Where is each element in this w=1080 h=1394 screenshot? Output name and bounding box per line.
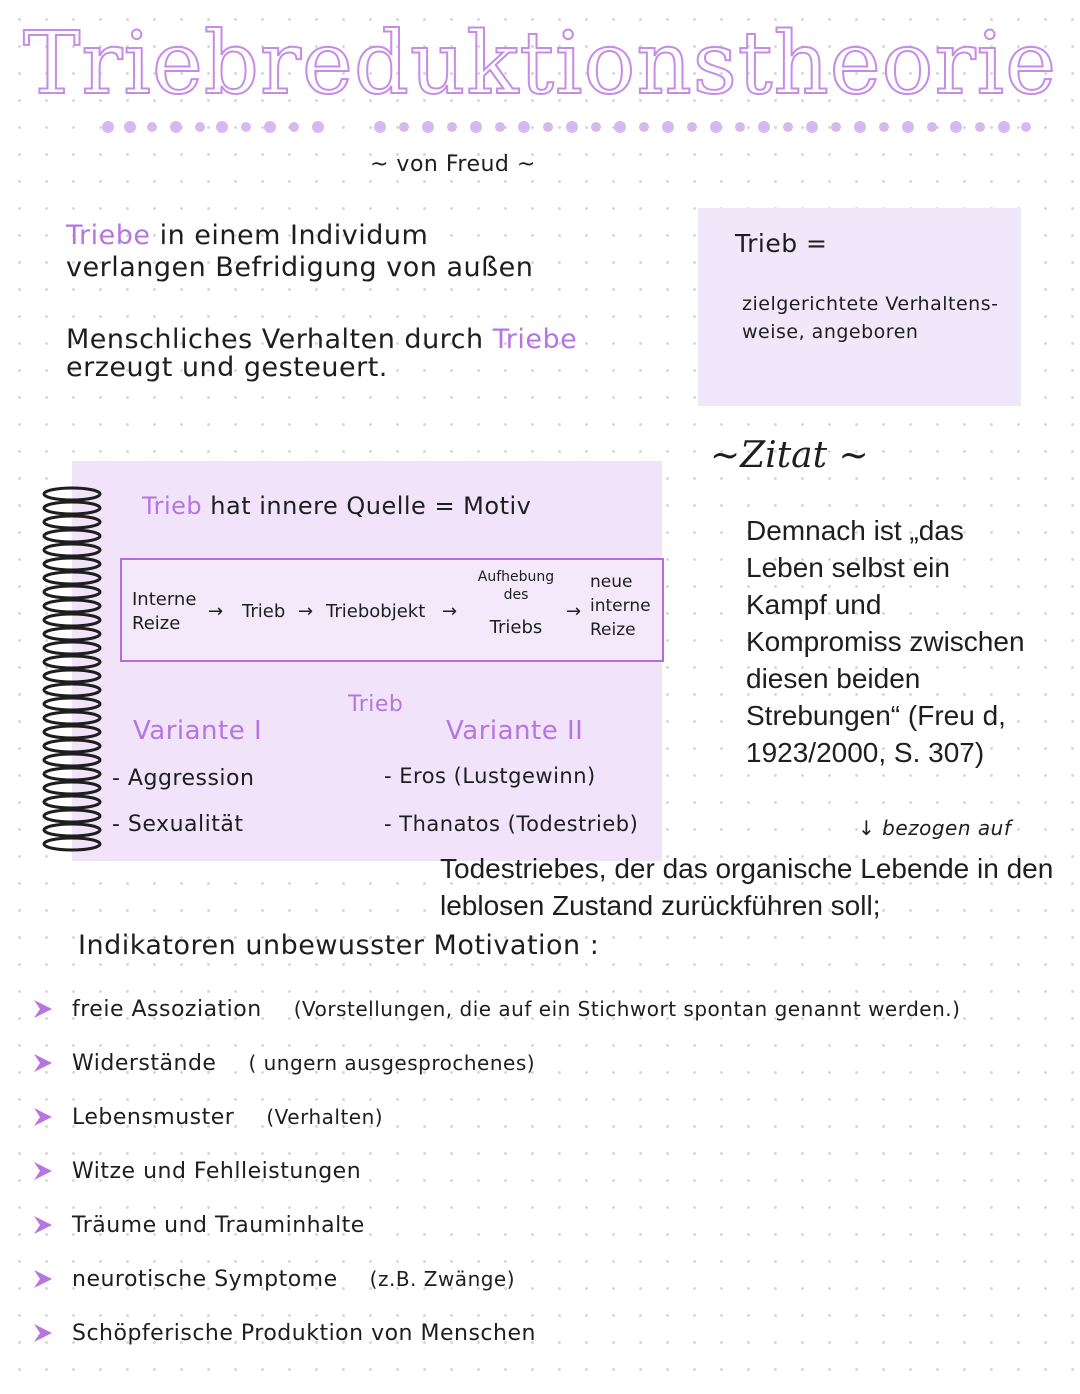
flow-arrow-1: → <box>208 601 224 622</box>
variante-2-title: Variante II <box>446 716 584 746</box>
zitat-continuation: Todestriebes, der das organische Lebende in den leblosen Zustand zurückführen soll; <box>440 853 1054 921</box>
indikator-label: Träume und Trauminhalte <box>72 1212 365 1238</box>
decorative-dots-divider <box>100 117 1040 137</box>
flow-triebobjekt: Triebobjekt <box>326 601 426 622</box>
list-item <box>30 1144 960 1198</box>
zitat-note-text: bezogen auf <box>882 816 1012 840</box>
list-item <box>30 1090 960 1144</box>
flow-neue-interne-reize: neue interne Reize <box>590 572 651 640</box>
list-item <box>30 1198 960 1252</box>
intro-triebe-word-2: Triebe <box>492 324 578 355</box>
flow-interne-reize: Interne Reize <box>132 589 197 634</box>
list-item: - Aggression <box>112 766 255 791</box>
indikator-label: Lebensmuster <box>72 1104 235 1130</box>
arrow-bullet-icon <box>30 1267 64 1291</box>
list-item <box>30 1306 960 1360</box>
indikator-detail: ( ungern ausgesprochenes) <box>248 1051 536 1075</box>
varianten-label: Trieb <box>348 692 404 717</box>
definition-heading: Trieb = <box>735 229 828 258</box>
page-title: Triebreduktionstheorie <box>23 14 1057 114</box>
indikator-detail: (Verhalten) <box>266 1105 384 1129</box>
intro-block-2 <box>66 326 577 382</box>
flow-arrow-4: → <box>566 601 582 622</box>
down-arrow-icon: ↓ <box>858 816 883 840</box>
indikator-label: Widerstände <box>72 1050 217 1076</box>
intro-triebe-word: Triebe <box>66 220 151 251</box>
subtitle: ~ von Freud ~ <box>370 152 536 177</box>
list-item <box>30 982 960 1036</box>
arrow-bullet-icon <box>30 1213 64 1237</box>
list-item: - Thanatos (Todestrieb) <box>384 812 639 836</box>
arrow-bullet-icon <box>30 1051 64 1075</box>
flow-trieb: Trieb <box>242 601 286 622</box>
list-item <box>30 1036 960 1090</box>
spiral-coil-icon <box>40 486 104 856</box>
indikator-detail: (Vorstellungen, die auf ein Stichwort spontan genannt werden.) <box>293 997 961 1021</box>
intro-line1-rest: in einem Individum <box>150 220 429 251</box>
indikator-label: Schöpferische Produktion von Menschen <box>72 1320 536 1346</box>
list-item <box>30 1252 960 1306</box>
definition-text: zielgerichtete Verhaltens-weise, angeboren <box>742 293 999 343</box>
list-item: - Sexualität <box>112 812 244 837</box>
indikator-label: Witze und Fehlleistungen <box>72 1158 362 1184</box>
zitat-heading: ~Zitat ~ <box>710 435 869 476</box>
flow-arrow-3: → <box>442 601 458 622</box>
flow-aufhebung-bottom: Triebs <box>489 617 543 638</box>
arrow-bullet-icon <box>30 1105 64 1129</box>
indikatoren-list <box>30 982 960 1360</box>
indikator-label: neurotische Symptome <box>72 1266 338 1292</box>
zitat-note <box>858 816 1011 840</box>
indikatoren-title: Indikatoren unbewusster Motivation : <box>78 930 600 961</box>
trieb-source-line <box>142 492 531 520</box>
trieb-source-rest: hat innere Quelle = Motiv <box>202 492 532 520</box>
arrow-bullet-icon <box>30 1321 64 1345</box>
trieb-source-word: Trieb <box>142 492 203 520</box>
trieb-flow-box <box>120 558 664 662</box>
flow-aufhebung-top: Aufhebung des <box>477 569 555 603</box>
indikator-detail: (z.B. Zwänge) <box>369 1267 516 1291</box>
arrow-bullet-icon <box>30 997 64 1021</box>
list-item: - Eros (Lustgewinn) <box>384 764 596 788</box>
intro-line2: verlangen Befridigung von außen <box>66 252 534 283</box>
indikator-label: freie Assoziation <box>72 996 262 1022</box>
zitat-quote: Demnach ist „das Leben selbst ein Kampf und Kompromiss zwischen diesen beiden Strebungen“ (Freu d, 1923/2000, S. 307) <box>746 515 1025 768</box>
variante-1-title: Variante I <box>133 716 263 746</box>
intro-line3: Menschliches Verhalten durch <box>66 324 493 355</box>
variante-2-list <box>384 752 638 848</box>
intro-block-1 <box>66 220 533 284</box>
flow-arrow-2: → <box>298 601 314 622</box>
arrow-bullet-icon <box>30 1159 64 1183</box>
variante-1-list <box>112 756 254 848</box>
intro-line4: erzeugt und gesteuert. <box>66 352 388 383</box>
